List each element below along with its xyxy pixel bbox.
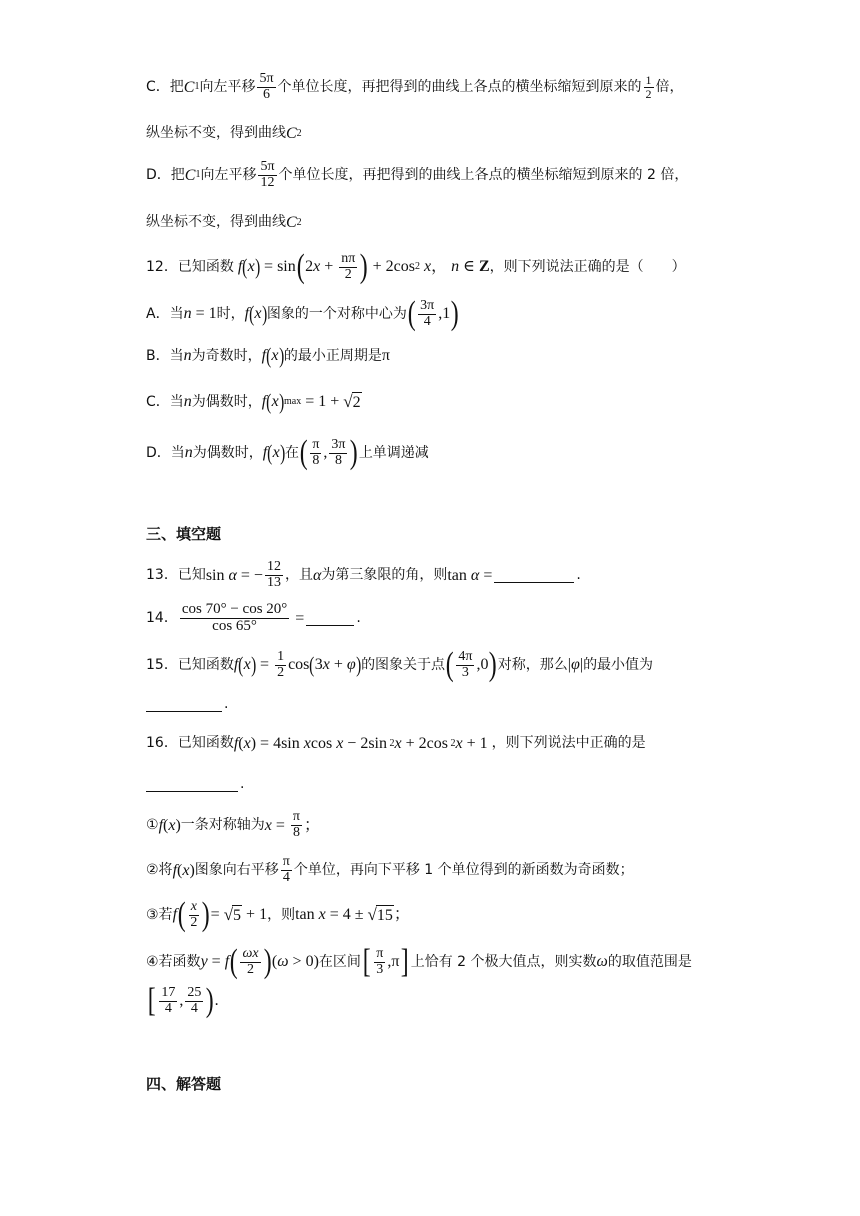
scale-fraction: $\frac{1}{2}$ [645, 73, 652, 101]
q16-statement-3: ③若 f ( $\frac{x}{2}$ ) = √ 5 + 1 ，则 tan x = 4 ± √ 15 ； [146, 896, 410, 933]
section-title: 四、解答题 [146, 1075, 222, 1093]
center-point: ( $\frac{3\pi}{4}$ ,1 ) [407, 295, 459, 332]
answer-blank[interactable] [146, 697, 222, 712]
answer-blank[interactable] [146, 777, 238, 792]
q16-blank-line: . [146, 776, 820, 793]
q12-option-b: B．当 n 为奇数时， f ( x ) 的最小正周期是 π [146, 343, 390, 368]
q16-stem: 16．已知函数 f ( x ) = 4sin x cos x − 2sin 2 x + 2cos 2 x + 1 ，则下列说法中正确的是 [146, 735, 646, 752]
q16-statement-1: ① f ( x ) 一条对称轴为 x = $\frac{\pi}{8}$ ； [146, 809, 321, 840]
range-interval: [ $\frac{17}{4}$ , $\frac{25}{4}$ ) . [147, 982, 219, 1019]
shift-fraction: $\frac{5\pi}{6}$ [259, 71, 274, 102]
q14: 14． $\frac{\cos 70^\circ - \cos 20^\circ}{\cos 65^\circ}$ = . [146, 601, 361, 634]
q13: 13．已知 sin α = − $\frac{12}{13}$ ，且 α 为第三象限的角，则 tan α = . [146, 559, 581, 590]
q12-option-d: D．当 n 为偶数时， f ( x ) 在 ( $\frac{\pi}{8}$ , $\frac{3\pi}{8}$ ) 上单调递减 [146, 434, 429, 471]
q16-statement-4-range [146, 984, 820, 1018]
section-title: 三、填空题 [146, 525, 222, 543]
q16-statement-2: ②将 f ( x ) 图象向右平移 $\frac{\pi}{4}$ 个单位，再向下平移 1 个单位得到的新函数为奇函数； [146, 854, 634, 885]
q11-option-d-line2: 纵坐标不变，得到曲线 C 2 [146, 214, 302, 231]
shift-fraction: $\frac{5\pi}{12}$ [260, 159, 275, 190]
q11-option-d: D．把 C 1 向左平移 $\frac{5\pi}{12}$ 个单位长度，再把得到的曲线上各点的横坐标缩短到原来的 2 倍， [146, 159, 689, 190]
q12-option-a: A．当 n = 1 时， f ( x ) 图象的一个对称中心为 ( $\frac{3\pi}{4}$ ,1 ) [146, 295, 459, 332]
answer-blank[interactable] [306, 611, 354, 626]
q11-option-c: C．把 C 1 向左平移 $\frac{5\pi}{6}$ 个单位长度，再把得到的曲线上各点的横坐标缩短到原来的 $\frac{1}{2}$ 倍， [146, 71, 684, 102]
q15-blank-line: . [146, 696, 820, 713]
answer-blank[interactable] [494, 568, 574, 583]
interval: ( $\frac{\pi}{8}$ , $\frac{3\pi}{8}$ ) [299, 434, 359, 471]
function-expression: f ( x ) = sin ( 2 x + $\frac{n\pi}{2}$ ) + 2cos 2 x ， n ∈ Z [237, 248, 490, 285]
q16-statement-4: ④若函数 y = f ( $\frac{\omega x}{2}$ ) ( ω > 0) 在区间 [ $\frac{\pi}{3}$ ,π ] 上恰有 2 个极大值点，则实数 ω 的取值范围是 [146, 943, 692, 980]
q11-option-c-line2: 纵坐标不变，得到曲线 C 2 [146, 125, 302, 142]
q15: 15．已知函数 f ( x ) = $\frac{1}{2}$ cos ( 3 x + φ ) 的图象关于点 ( $\frac{4\pi}{3}$ ,0 ) 对称，那么 | φ | 的最小值为 [146, 646, 654, 683]
q12-option-c: C．当 n 为偶数时， f ( x ) max = 1 + √ 2 [146, 389, 361, 414]
q12-stem: 12．已知函数 f ( x ) = sin ( 2 x + $\frac{n\pi}{2}$ ) + 2cos 2 x ， n ∈ Z ，则下列说法正确的是（ ） [146, 248, 686, 285]
